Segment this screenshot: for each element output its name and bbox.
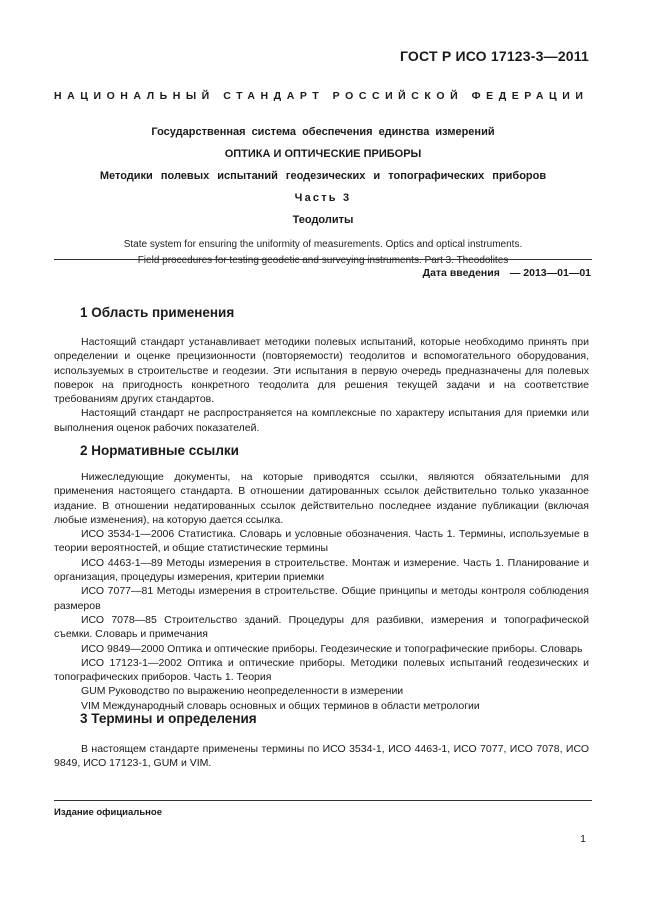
section-references-heading: 2 Нормативные ссылки <box>80 443 239 458</box>
title-part-name: Теодолиты <box>292 214 354 226</box>
paragraph: В настоящем стандарте применены термины по ИСО 3534-1, ИСО 4463-1, ИСО 7077, ИСО 7078, ИСО 9849, ИСО 17123-1, GUM и VIM. <box>54 743 589 770</box>
title-system: Государственная система обеспечения единства измерений <box>151 126 495 138</box>
title-part: Часть 3 <box>294 192 352 204</box>
title-subject: ОПТИКА И ОПТИЧЕСКИЕ ПРИБОРЫ <box>224 148 422 160</box>
section-scope-body <box>54 335 589 435</box>
title-english <box>54 237 592 269</box>
introduction-date-value: — 2013—01—01 <box>509 267 591 279</box>
title-english-line-1: State system for ensuring the uniformity of measurements. Optics and optical instruments. <box>123 239 523 250</box>
reference-item: ИСО 7078—85 Строительство зданий. Процедуры для разбивки, измерения и топографической съемки. Словарь и примечания <box>54 613 589 641</box>
section-terms-heading: 3 Термины и определения <box>80 711 257 726</box>
title-block <box>54 121 592 269</box>
paragraph: Нижеследующие документы, на которые приводятся ссылки, являются обязательными для применения настоящего стандарта. В отношении датированных ссылок действительно только указанное издание. В отношении недатированных ссылок действительно последнее издание публикации (включая любые изменения), на которую дается ссылка. <box>54 471 589 526</box>
introduction-date-label: Дата введения <box>422 267 500 279</box>
document-code: ГОСТ Р ИСО 17123-3—2011 <box>399 48 589 64</box>
reference-item: ИСО 7077—81 Методы измерения в строительстве. Общие принципы и методы контроля соблюдения размеров <box>54 585 589 612</box>
section-references-body <box>54 470 589 713</box>
title-english-line-2: Field procedures for testing geodetic and surveying instruments. Part 3. Theodolites <box>137 255 509 266</box>
introduction-date <box>423 267 591 279</box>
reference-item: GUM Руководство по выражению неопределенности в измерении <box>81 685 404 698</box>
reference-item: ИСО 3534-1—2006 Статистика. Словарь и условные обозначения. Часть 1. Термины, используемые в теории вероятностей, и общие статистические термины <box>54 528 589 555</box>
section-terms-body <box>54 742 589 771</box>
header-divider <box>54 259 592 260</box>
national-standard-banner: НАЦИОНАЛЬНЫЙ СТАНДАРТ РОССИЙСКОЙ ФЕДЕРАЦИИ <box>54 90 589 102</box>
section-scope-heading: 1 Область применения <box>80 305 235 320</box>
paragraph: Настоящий стандарт устанавливает методики полевых испытаний, которые необходимо принять при определении и оценке прецизионности (повторяемости) теодолитов и вспомогательного оборудования, используемых в строительстве и геодезии. Эти испытания в первую очередь предназначены для полевых поверок на пригодность конкретного теодолита для решения текущей задачи и на соответствие требованиям других стандартов. <box>54 336 589 406</box>
reference-item: VIM Международный словарь основных и общих терминов в области метрологии <box>81 699 480 712</box>
page-number: 1 <box>580 833 586 845</box>
paragraph: Настоящий стандарт не распространяется на комплексные по характеру испытания для приемки или выполнения оценок рабочих показателей. <box>54 407 589 434</box>
footer-divider <box>54 800 592 801</box>
reference-item: ИСО 9849—2000 Оптика и оптические приборы. Геодезические и топографические приборы. Словарь <box>81 642 583 655</box>
title-methods: Методики полевых испытаний геодезических и топографических приборов <box>99 170 547 182</box>
edition-note: Издание официальное <box>54 807 162 818</box>
reference-item: ИСО 4463-1—89 Методы измерения в строительстве. Монтаж и измерение. Часть 1. Планирование и организация, процедуры измерения, критерии приемки <box>54 556 589 584</box>
reference-item: ИСО 17123-1—2002 Оптика и оптические приборы. Методики полевых испытаний геодезических и топографических приборов. Часть 1. Теория <box>54 656 589 684</box>
